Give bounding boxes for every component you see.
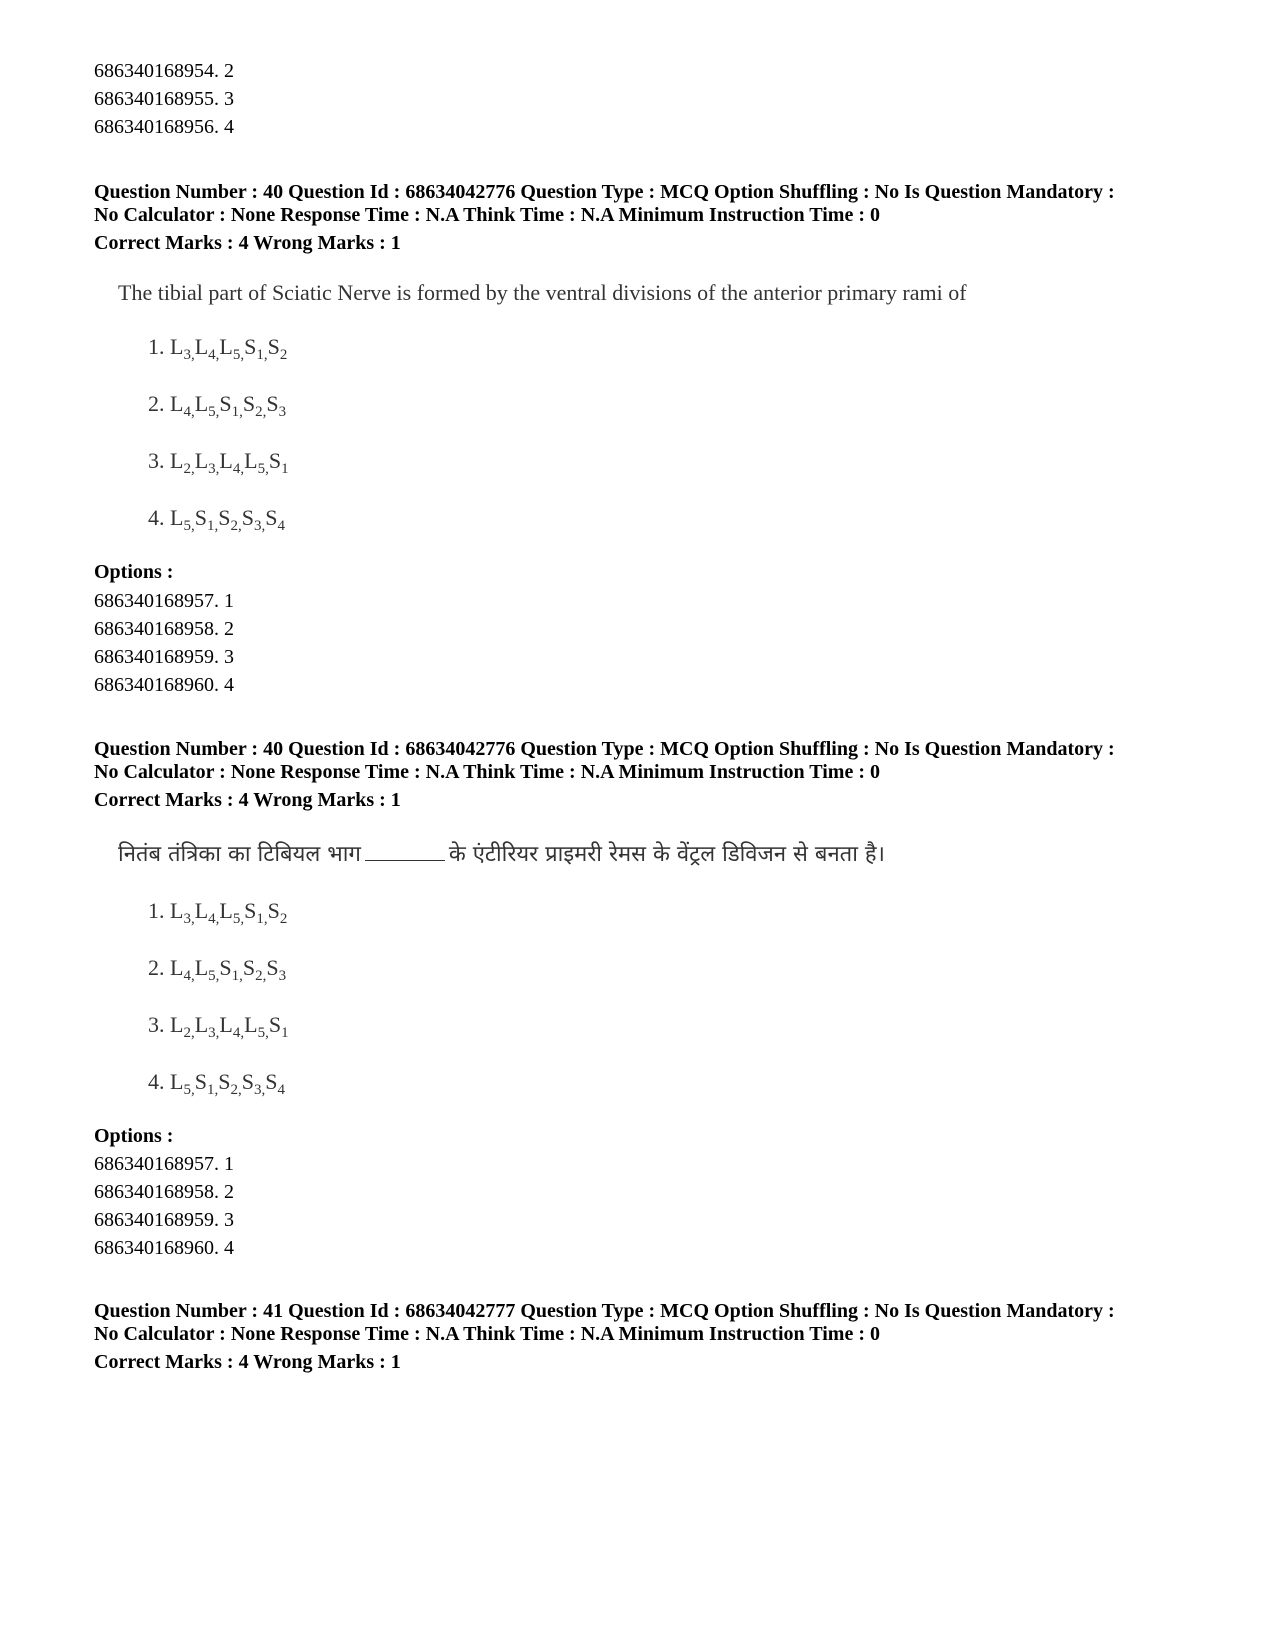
question-text: The tibial part of Sciatic Nerve is formed by the ventral divisions of the anterior primary rami of	[118, 280, 967, 305]
nerve-root-term: $L_{4,}$	[194, 898, 220, 927]
choice-number: 2.	[148, 391, 170, 416]
question-marks: Correct Marks : 4 Wrong Marks : 1	[94, 789, 401, 811]
question-header-line1: Question Number : 40 Question Id : 68634042776 Question Type : MCQ Option Shuffling : No Is Question Mandatory :	[94, 738, 1115, 760]
nerve-root-term: $L_{5,}$	[170, 1069, 195, 1098]
question-marks: Correct Marks : 4 Wrong Marks : 1	[94, 1351, 401, 1373]
question-text-hindi	[118, 840, 885, 869]
nerve-root-term: $S_{2,}$	[218, 1069, 242, 1098]
choice-number: 1.	[148, 898, 170, 923]
nerve-root-term: $S_2$	[267, 898, 288, 927]
option-id-line: 686340168957. 1	[94, 590, 234, 612]
nerve-root-term: $L_{4,}$	[170, 391, 195, 420]
nerve-root-term: $L_{3,}$	[194, 448, 220, 477]
answer-choice	[148, 447, 289, 475]
nerve-root-term: $L_{5,}$	[244, 1012, 269, 1041]
option-id-line: 686340168959. 3	[94, 1209, 234, 1231]
nerve-root-term: $L_{5,}$	[170, 505, 195, 534]
choice-number: 1.	[148, 334, 170, 359]
answer-choice	[148, 954, 286, 982]
nerve-root-term: $L_{5,}$	[219, 898, 245, 927]
nerve-root-term: $S_4$	[265, 505, 285, 534]
answer-choice	[148, 897, 287, 925]
answer-choice	[148, 1068, 285, 1096]
nerve-root-term: $L_{3,}$	[194, 1012, 220, 1041]
nerve-root-term: $L_{3,}$	[170, 898, 195, 927]
option-id-line: 686340168960. 4	[94, 1237, 234, 1259]
nerve-root-term: $L_{5,}$	[219, 334, 245, 363]
nerve-root-term: $S_3$	[266, 391, 287, 420]
nerve-root-term: $S_{1,}$	[244, 898, 268, 927]
nerve-root-term: $S_{2,}$	[242, 391, 267, 420]
nerve-root-term: $L_{5,}$	[194, 955, 220, 984]
nerve-root-term: $L_{4,}$	[219, 448, 245, 477]
question-text-part1: नितंब तंत्रिका का टिबियल भाग	[118, 842, 361, 867]
options-label: Options :	[94, 1125, 174, 1147]
fill-blank	[365, 840, 445, 861]
question-text-part2: के एंटीरियर प्राइमरी रेमस के वेंट्रल डिविजन से बनता है।	[448, 842, 885, 867]
choice-number: 2.	[148, 955, 170, 980]
choice-number: 4.	[148, 1069, 170, 1094]
nerve-root-term: $S_{3,}$	[241, 505, 266, 534]
nerve-root-term: $L_{3,}$	[170, 334, 195, 363]
nerve-root-term: $S_{2,}$	[242, 955, 267, 984]
option-id-line: 686340168957. 1	[94, 1153, 234, 1175]
nerve-root-term: $S_2$	[267, 334, 288, 363]
option-id-line: 686340168958. 2	[94, 618, 234, 640]
nerve-root-term: $S_{1,}$	[219, 391, 243, 420]
choice-number: 4.	[148, 505, 170, 530]
answer-choice	[148, 504, 285, 532]
nerve-root-term: $S_{1,}$	[194, 505, 219, 534]
option-id-line: 686340168954. 2	[94, 60, 234, 82]
nerve-root-term: $L_{4,}$	[170, 955, 195, 984]
nerve-root-term: $L_{2,}$	[170, 448, 195, 477]
question-header-line2: No Calculator : None Response Time : N.A Think Time : N.A Minimum Instruction Time : 0	[94, 204, 880, 226]
answer-choice	[148, 1011, 289, 1039]
nerve-root-term: $S_{1,}$	[194, 1069, 219, 1098]
nerve-root-term: $L_{5,}$	[194, 391, 220, 420]
nerve-root-term: $S_{3,}$	[241, 1069, 266, 1098]
nerve-root-term: $L_{5,}$	[244, 448, 269, 477]
option-id-line: 686340168960. 4	[94, 674, 234, 696]
option-id-line: 686340168955. 3	[94, 88, 234, 110]
choice-number: 3.	[148, 1012, 170, 1037]
nerve-root-term: $L_{4,}$	[194, 334, 220, 363]
nerve-root-term: $S_1$	[268, 1012, 289, 1041]
nerve-root-term: $S_{2,}$	[218, 505, 242, 534]
answer-choice	[148, 390, 286, 418]
option-id-line: 686340168959. 3	[94, 646, 234, 668]
options-label: Options :	[94, 561, 174, 583]
nerve-root-term: $L_{4,}$	[219, 1012, 245, 1041]
answer-choice	[148, 333, 287, 361]
nerve-root-term: $L_{2,}$	[170, 1012, 195, 1041]
choice-number: 3.	[148, 448, 170, 473]
nerve-root-term: $S_4$	[265, 1069, 285, 1098]
question-header-line2: No Calculator : None Response Time : N.A Think Time : N.A Minimum Instruction Time : 0	[94, 761, 880, 783]
nerve-root-term: $S_3$	[266, 955, 287, 984]
question-marks: Correct Marks : 4 Wrong Marks : 1	[94, 232, 401, 254]
option-id-line: 686340168956. 4	[94, 116, 234, 138]
question-header-line1: Question Number : 41 Question Id : 68634042777 Question Type : MCQ Option Shuffling : No Is Question Mandatory :	[94, 1300, 1115, 1322]
option-id-line: 686340168958. 2	[94, 1181, 234, 1203]
question-header-line1: Question Number : 40 Question Id : 68634042776 Question Type : MCQ Option Shuffling : No Is Question Mandatory :	[94, 181, 1115, 203]
nerve-root-term: $S_1$	[268, 448, 289, 477]
nerve-root-term: $S_{1,}$	[219, 955, 243, 984]
nerve-root-term: $S_{1,}$	[244, 334, 268, 363]
question-header-line2: No Calculator : None Response Time : N.A Think Time : N.A Minimum Instruction Time : 0	[94, 1323, 880, 1345]
